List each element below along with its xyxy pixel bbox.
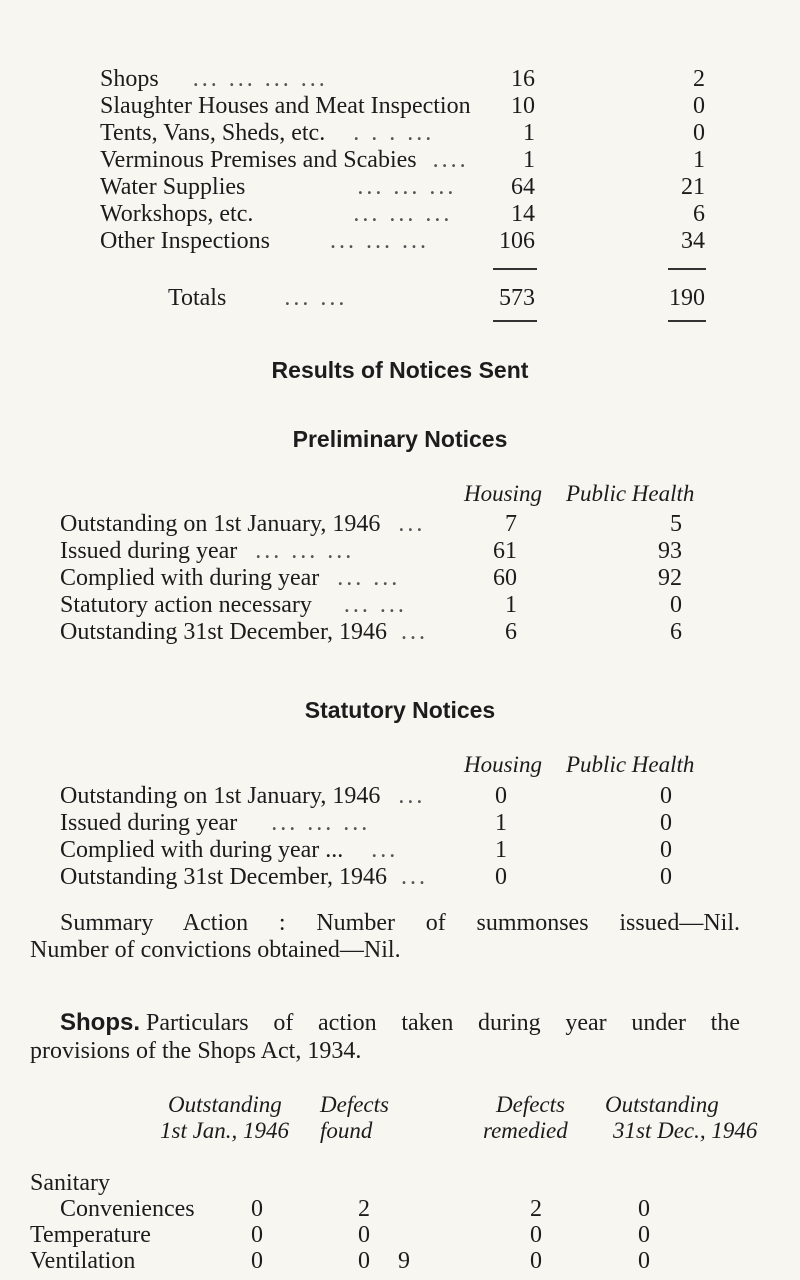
- column-header: found: [320, 1118, 373, 1143]
- defects-remedied-value: 2: [530, 1196, 542, 1222]
- outstanding-dec-value: 0: [638, 1196, 650, 1222]
- table-row: [100, 201, 452, 227]
- table-row: [100, 228, 429, 254]
- defects-value: 1: [693, 147, 705, 173]
- row-label: Outstanding on 1st January, 1946: [60, 783, 381, 809]
- defects-value: 6: [693, 201, 705, 227]
- inspections-value: 10: [511, 93, 535, 119]
- defects-remedied-value: 0: [530, 1248, 542, 1274]
- dot-leader: ... ... ... ...: [192, 66, 328, 92]
- outstanding-dec-value: 0: [638, 1222, 650, 1248]
- table-row: [100, 120, 434, 146]
- table-row: [60, 592, 407, 618]
- row-label: Statutory action necessary: [60, 592, 312, 618]
- dot-leader: ... ... ...: [357, 174, 457, 200]
- row-label: Shops: [100, 66, 159, 92]
- total-rule: [493, 268, 537, 270]
- dot-leader: ... ...: [343, 592, 407, 618]
- row-label: Verminous Premises and Scabies: [100, 147, 417, 173]
- row-label: Other Inspections: [100, 228, 270, 254]
- column-header: Housing: [464, 481, 542, 506]
- table-row: [60, 810, 370, 836]
- outstanding-jan-value: 0: [251, 1222, 263, 1248]
- dot-leader: ...: [398, 511, 426, 537]
- inspections-value: 16: [511, 66, 535, 92]
- column-header: Defects: [320, 1092, 389, 1117]
- row-label: Issued during year: [60, 810, 238, 836]
- dot-leader: ... ... ...: [255, 538, 355, 564]
- public-health-value: 0: [660, 810, 672, 836]
- column-header: Outstanding: [605, 1092, 719, 1117]
- public-health-value: 93: [658, 538, 682, 564]
- column-header: remedied: [483, 1118, 568, 1143]
- public-health-value: 0: [660, 783, 672, 809]
- housing-value: 7: [505, 511, 517, 537]
- column-header: Public Health: [566, 481, 695, 506]
- table-row: [60, 619, 428, 645]
- housing-value: 0: [495, 783, 507, 809]
- table-row: [60, 783, 425, 809]
- defects-remedied-value: 0: [530, 1222, 542, 1248]
- totals-row: [168, 285, 347, 311]
- shops-paragraph: [60, 1008, 740, 1038]
- defects-value: 34: [681, 228, 705, 254]
- housing-value: 61: [493, 538, 517, 564]
- dot-leader: ... ... ...: [353, 201, 453, 227]
- row-label: Water Supplies: [100, 174, 246, 200]
- outstanding-jan-value: 0: [251, 1196, 263, 1222]
- row-label: Outstanding 31st December, 1946: [60, 619, 387, 645]
- defects-value: 2: [693, 66, 705, 92]
- public-health-value: 6: [670, 619, 682, 645]
- table-row: [100, 66, 328, 92]
- dot-leader: ...: [371, 837, 399, 863]
- housing-value: 60: [493, 565, 517, 591]
- public-health-value: 0: [670, 592, 682, 618]
- housing-value: 1: [505, 592, 517, 618]
- housing-value: 6: [505, 619, 517, 645]
- public-health-value: 5: [670, 511, 682, 537]
- inspections-value: 1: [523, 120, 535, 146]
- row-label: Workshops, etc.: [100, 201, 254, 227]
- totals-label: Totals: [168, 285, 227, 311]
- outstanding-dec-value: 0: [638, 1248, 650, 1274]
- row-label: Slaughter Houses and Meat Inspection: [100, 93, 471, 119]
- dot-leader: ... ... ...: [271, 810, 371, 836]
- housing-value: 1: [495, 810, 507, 836]
- table-row: [100, 174, 456, 200]
- dot-leader: ... ...: [284, 285, 348, 311]
- table-row: [60, 565, 400, 591]
- table-row: [100, 93, 471, 119]
- dot-leader: ... ...: [337, 565, 401, 591]
- convictions-text: Number of convictions obtained—Nil.: [30, 937, 401, 963]
- dot-leader: . . . ...: [353, 120, 435, 146]
- defects-value: 0: [693, 120, 705, 146]
- inspections-value: 106: [499, 228, 535, 254]
- outstanding-jan-value: 0: [251, 1248, 263, 1274]
- defects-total: 190: [669, 285, 705, 311]
- public-health-value: 92: [658, 565, 682, 591]
- dot-leader: ...: [400, 864, 428, 890]
- table-row: [60, 511, 425, 537]
- row-label: Issued during year: [60, 538, 238, 564]
- table-row: [100, 147, 469, 173]
- row-label: Sanitary: [30, 1170, 110, 1196]
- defects-found-value: 0: [358, 1248, 370, 1274]
- shops-text-line: provisions of the Shops Act, 1934.: [30, 1038, 362, 1064]
- shops-text-line: Particulars of action taken during year under the: [146, 1010, 740, 1036]
- defects-value: 21: [681, 174, 705, 200]
- table-row: [60, 864, 428, 890]
- housing-value: 1: [495, 837, 507, 863]
- inspections-value: 64: [511, 174, 535, 200]
- row-label: Ventilation: [30, 1248, 136, 1274]
- shops-lead: Shops.: [60, 1009, 141, 1036]
- public-health-value: 0: [660, 864, 672, 890]
- inspections-total: 573: [499, 285, 535, 311]
- row-label: Complied with during year ...: [60, 837, 344, 863]
- row-label: Conveniences: [60, 1196, 195, 1222]
- dot-leader: ... ... ...: [329, 228, 429, 254]
- total-rule: [668, 268, 706, 270]
- column-header: 31st Dec., 1946: [613, 1118, 758, 1143]
- defects-value: 0: [693, 93, 705, 119]
- subsection-title: Statutory Notices: [304, 697, 496, 723]
- column-header: Outstanding: [168, 1092, 282, 1117]
- page-number: 9: [398, 1248, 410, 1274]
- defects-found-value: 2: [358, 1196, 370, 1222]
- table-row: [60, 837, 398, 863]
- subsection-title: Preliminary Notices: [292, 426, 508, 452]
- row-label: Temperature: [30, 1222, 151, 1248]
- public-health-value: 0: [660, 837, 672, 863]
- row-label: Outstanding on 1st January, 1946: [60, 511, 381, 537]
- summary-action-text: Summary Action : Number of summonses issued—Nil.: [60, 910, 740, 936]
- column-header: Defects: [496, 1092, 565, 1117]
- column-header: Public Health: [566, 752, 695, 777]
- inspections-value: 14: [511, 201, 535, 227]
- section-title: Results of Notices Sent: [271, 357, 529, 383]
- dot-leader: ...: [400, 619, 428, 645]
- row-label: Outstanding 31st December, 1946: [60, 864, 387, 890]
- total-rule: [493, 320, 537, 322]
- defects-found-value: 0: [358, 1222, 370, 1248]
- dot-leader: ....: [432, 147, 469, 173]
- row-label: Tents, Vans, Sheds, etc.: [100, 120, 326, 146]
- table-row: [60, 538, 354, 564]
- column-header: Housing: [464, 752, 542, 777]
- column-header: 1st Jan., 1946: [160, 1118, 290, 1143]
- shops-line-1: [60, 1008, 740, 1038]
- housing-value: 0: [495, 864, 507, 890]
- row-label: Complied with during year: [60, 565, 320, 591]
- total-rule: [668, 320, 706, 322]
- inspections-value: 1: [523, 147, 535, 173]
- dot-leader: ...: [398, 783, 426, 809]
